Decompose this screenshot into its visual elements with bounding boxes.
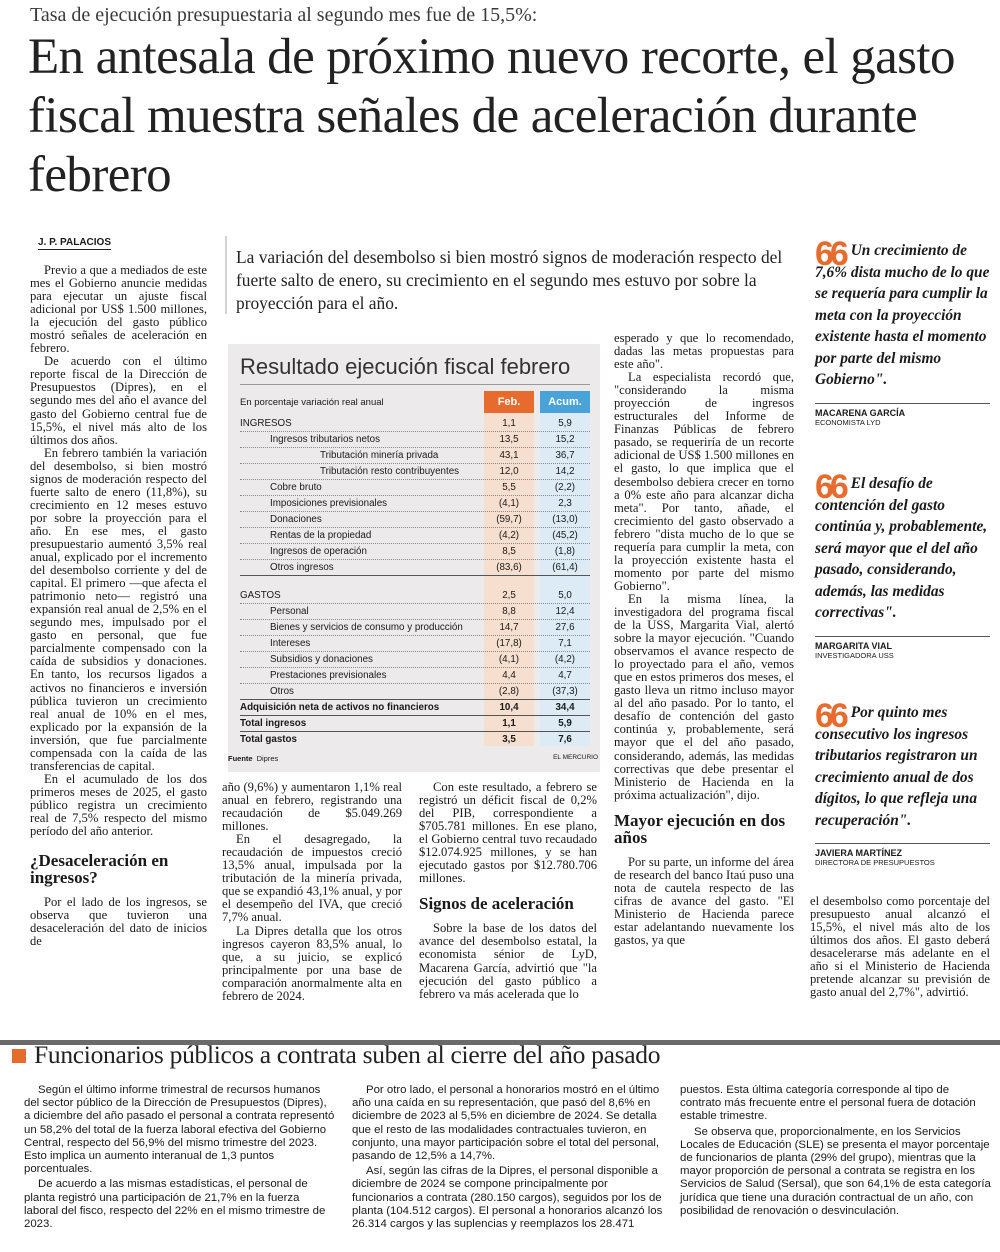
byline: J. P. PALACIOS: [38, 237, 111, 248]
quote-author: MACARENA GARCÍA: [815, 407, 906, 418]
quote-author: JAVIERA MARTÍNEZ: [815, 848, 903, 858]
table-subtitle: En porcentaje variación real anual: [240, 397, 384, 408]
paragraph: En el desagregado, la recaudación de impuestos creció 13,5% anual, impulsada por la tributación de la minería privada, que se expandió 43,1% anual, y por el desempeño del IVA, que creció 7,7% anual.: [222, 832, 402, 925]
subhead: ¿Desaceleración en ingresos?: [30, 851, 169, 888]
kicker: Tasa de ejecución presupuestaria al segundo mes fue de 15,5%:: [30, 4, 538, 26]
table-row: Intereses (17,8) 7,1: [240, 636, 590, 652]
article-column-4: [614, 332, 794, 947]
paragraph: Con este resultado, a febrero se registró un déficit fiscal de 0,2% del PIB, correspondiente a $705.781 millones. En ese plano, el Gobierno central tuvo recaudado $12.074.925 millones, y se han ejecutado gastos por $12.780.706 millones.: [419, 780, 597, 886]
paragraph: el desembolso como porcentaje del presupuesto anual alcanzó el 15,5%, el nivel más alto de los últimos dos años. El gasto deberá desacelerarse más adelante en el año si el Ministerio de Hacienda pretende alcanzar su previsión de gasto anual del 2,7%", advirtió.: [810, 894, 990, 1000]
divider: [815, 636, 990, 637]
table-row: Rentas de la propiedad (4,2) (45,2): [240, 528, 590, 544]
quote-text: Por quinto mes consecutivo los ingresos tributarios registraron un crecimiento anual de dos dígitos, lo que refleja una recuperación".: [815, 704, 978, 829]
paragraph: Así, según las cifras de la Dipres, el personal disponible a diciembre de 2024 se compone principalmente por funcionarios a contrata (280.150 cargos), seguidos por los de planta (104.512 cargos). El personal a honorarios alcanzó los 26.314 cargos y las suplencias y reemplazos los 28.471: [352, 1165, 663, 1231]
table-title: Resultado ejecución fiscal febrero: [240, 354, 571, 379]
table-row: GASTOS 2,5 5,0: [240, 588, 590, 604]
quote-2: [815, 468, 990, 660]
paragraph: De acuerdo con el último reporte fiscal de la Dirección de Presupuestos (Dipres), en el segundo mes del año el avance del gasto del Gobierno central fue de 15,5%, el nivel más alto de los últimos dos años.: [30, 354, 207, 447]
quote-3: [815, 697, 990, 867]
article-column-2: [222, 781, 402, 1003]
table-row: Total gastos 3,5 7,6: [240, 734, 572, 745]
table-source: Fuente Dipres: [228, 754, 279, 763]
deck: La variación del desembolso si bien mostró signos de moderación respecto del fuerte salto de enero, su crecimiento en el segundo mes estuvo por sobre la proyección para el año.: [236, 247, 783, 314]
quote-1: [815, 235, 990, 427]
paragraph: En febrero también la variación del desembolso, si bien mostró signos de moderación respecto del fuerte salto de enero (11,8%), su crecimiento en 12 meses estuvo por sobre la proyección para el año. En ese mes, el gasto presupuestario aumentó 3,5% real anual, explicado por el incremento del desembolso corriente y del de capital. El primero —que afecta el patrimonio neto— registró una expansión real anual de 2,5% en el segundo mes, impulsado por el gasto en personal, que fue parcialmente compensado con la caída de subsidios y donaciones. En tanto, los recursos ligados a activos no financieros e inversión pública tuvieron un crecimiento real anual de 10% en el mes, explicado por la expansión de la inversión, que fue parcialmente compensada con la caída de las transferencias de capital.: [30, 445, 207, 773]
paragraph: En el acumulado de los dos primeros meses de 2025, el gasto público registra un crecimiento real de 7,5% respecto del mismo período del año anterior.: [30, 771, 207, 839]
quote-role: ECONOMISTA LYD: [815, 417, 881, 427]
paragraph: año (9,6%) y aumentaron 1,1% real anual en febrero, registrando una recaudación de $5.049.269 millones.: [222, 780, 402, 834]
quote-mark-icon: 66: [815, 468, 845, 506]
quote-mark-icon: 66: [815, 235, 845, 273]
paragraph: Por el lado de los ingresos, se observa que tuvieron una desaceleración del dato de inicios de: [30, 895, 207, 949]
paragraph: La Dipres detalla que los otros ingresos cayeron 83,5% anual, lo que, a su juicio, se explicó principalmente por una base de comparación anormalmente alta en febrero de 2024.: [222, 923, 402, 1003]
fiscal-result-table: [228, 344, 600, 772]
paragraph: Por otro lado, el personal a honorarios mostró en el último año una caída en su representación, que pasó del 8,6% en diciembre de 2023 al 5,5% en diciembre de 2024. Se detalla que el resto de las modalidades contractuales tuvieron, en conjunto, una mayor participación sobre el total del personal, pasando de 12,5% a 14,7%.: [352, 1084, 660, 1163]
table-row: Subsidios y donaciones (4,1) (4,2): [240, 652, 590, 668]
table-row: Tributación minería privada 43,1 36,7: [240, 448, 590, 464]
paragraph: esperado y que lo recomendado, dadas las metas propuestas para este año".: [614, 331, 794, 372]
paragraph: De acuerdo a las mismas estadísticas, el personal de planta registró una participación de 21,7% en la fuerza laboral del fisco, respecto del 22% en el mismo trimestre de 2023.: [24, 1178, 326, 1231]
table-row: Tributación resto contribuyentes 12,0 14,2: [240, 464, 590, 480]
subhead: Mayor ejecución en dos años: [614, 810, 786, 847]
article-column-5: [810, 895, 990, 999]
table-row: Ingresos tributarios netos 13,5 15,2: [240, 432, 590, 448]
table-row: Imposiciones previsionales (4,1) 2,3: [240, 496, 590, 512]
quote-text: El desafío de contención del gasto continúa y, probablemente, será mayor que el del año pasado, considerando, además, las medidas correctivas".: [815, 475, 988, 621]
paragraph: Por su parte, un informe del área de research del banco Itaú puso una nota de cautela respecto de las cifras de avance del gasto. "El Ministerio de Hacienda parece estar adelantando nuevamente los gastos, ya que: [614, 854, 794, 947]
divider: [815, 843, 990, 844]
subhead: Signos de aceleración: [419, 894, 574, 914]
paragraph: puestos. Esta última categoría corresponde al tipo de contrato más frecuente entre el personal fuera de dotación estable trimestre.: [680, 1084, 976, 1123]
deck-divider: [225, 236, 227, 314]
table-title-rule: [240, 384, 590, 385]
paragraph: Según el último informe trimestral de recursos humanos del sector público de la Dirección de Presupuestos (Dipres), a diciembre del año pasado el personal a contrata representó un 58,2% del total de la fuerza laboral efectiva del Gobierno Central, respecto del 56,9% del mismo trimestre del 2023. Esto implica un aumento interanual de 1,3 puntos porcentuales.: [24, 1084, 335, 1176]
table-row: INGRESOS 1,1 5,9: [240, 416, 590, 432]
quote-role: INVESTIGADORA USS: [815, 650, 894, 660]
table-row: Prestaciones previsionales 4,4 4,7: [240, 668, 590, 684]
table-row: Donaciones (59,7) (13,0): [240, 512, 590, 528]
divider: [815, 403, 990, 404]
quote-text: Un crecimiento de 7,6% dista mucho de lo que se requería para cumplir la meta con la proyección existente hasta el momento por parte del mismo Gobierno".: [815, 242, 990, 388]
quote-author: MARGARITA VIAL: [815, 640, 892, 651]
article-column-1: [30, 264, 207, 948]
bottom-column-3: [680, 1084, 992, 1218]
table-header-acum: Acum.: [540, 391, 590, 413]
paragraph: La especialista recordó que, "considerando la misma proyección de ingresos estructurales del Informe de Finanzas Públicas de febrero pasado, se requeriría de un recorte adicional de US$ 1.500 millones en el gasto, lo que implica que el desembolso debiera crecer en torno a 0% este año para alcanzar dicha meta". Por tanto, añade, el crecimiento del gasto observado a febrero "dista mucho de lo que se requería para cumplir la meta, con la proyección existente hasta el momento por parte del mismo Gobierno".: [614, 370, 794, 593]
table-header-feb: Feb.: [484, 391, 534, 413]
section-marker-icon: [12, 1049, 26, 1063]
table-row: Ingresos de operación 8,5 (1,8): [240, 544, 590, 560]
table-row: Bienes y servicios de consumo y producción 14,7 27,6: [240, 620, 590, 636]
table-row: Otros ingresos (83,6) (61,4): [240, 560, 590, 576]
article-column-3: [419, 781, 597, 1001]
table-row: Cobre bruto 5,5 (2,2): [240, 480, 590, 496]
paragraph: Se observa que, proporcionalmente, en los Servicios Locales de Educación (SLE) se presenta el mayor porcentaje de funcionarios de planta (29% del grupo), mientras que la mayor proporción de personal a contrata se registra en los Servicios de Salud (Sersal), que son 64,1% de esta categoría jurídica que tiene una duración contractual de un año, con posibilidad de renovación o desvinculación.: [680, 1125, 991, 1217]
table-credit: EL MERCURIO: [553, 754, 598, 761]
headline: En antesala de próximo nuevo recorte, el gasto fiscal muestra señales de aceleración durante febrero: [28, 29, 955, 203]
paragraph: Sobre la base de los datos del avance del desembolso estatal, la economista sénior de LyD, Macarena García, advirtió que "la ejecución del gasto público a febrero va más acelerada que lo: [419, 921, 597, 1001]
bottom-column-2: [352, 1084, 664, 1231]
quote-mark-icon: 66: [815, 697, 845, 735]
table-row: Otros (2,8) (37,3): [240, 684, 590, 700]
table-row: Adquisición neta de activos no financieros 10,4 34,4: [240, 700, 590, 716]
bottom-column-1: [24, 1084, 336, 1231]
table-row: Total ingresos 1,1 5,9: [240, 716, 590, 732]
table-row: Personal 8,8 12,4: [240, 604, 590, 620]
section-title: Funcionarios públicos a contrata suben al cierre del año pasado: [34, 1040, 661, 1069]
paragraph: Previo a que a mediados de este mes el Gobierno anuncie medidas para ejecutar un ajuste fiscal adicional por US$ 1.500 millones, la ejecución del gasto público mostró señales de aceleración en febrero.: [30, 263, 207, 356]
paragraph: En la misma línea, la investigadora del programa fiscal de la USS, Margarita Vial, alertó sobre la mayor ejecución. "Cuando observamos el avance respecto de lo proyectado para el año, vemos que en estos primeros dos meses, el gasto lleva un ritmo incluso mayor al del año pasado. Por lo tanto, el desafío de contención del gasto continúa y, probablemente, será mayor que el del año pasado, considerando, además, las medidas correctivas que debe presentar el Ministerio de Hacienda en la próxima actualización", dijo.: [614, 591, 794, 802]
quote-role: DIRECTORA DE PRESUPUESTOS: [815, 858, 935, 867]
